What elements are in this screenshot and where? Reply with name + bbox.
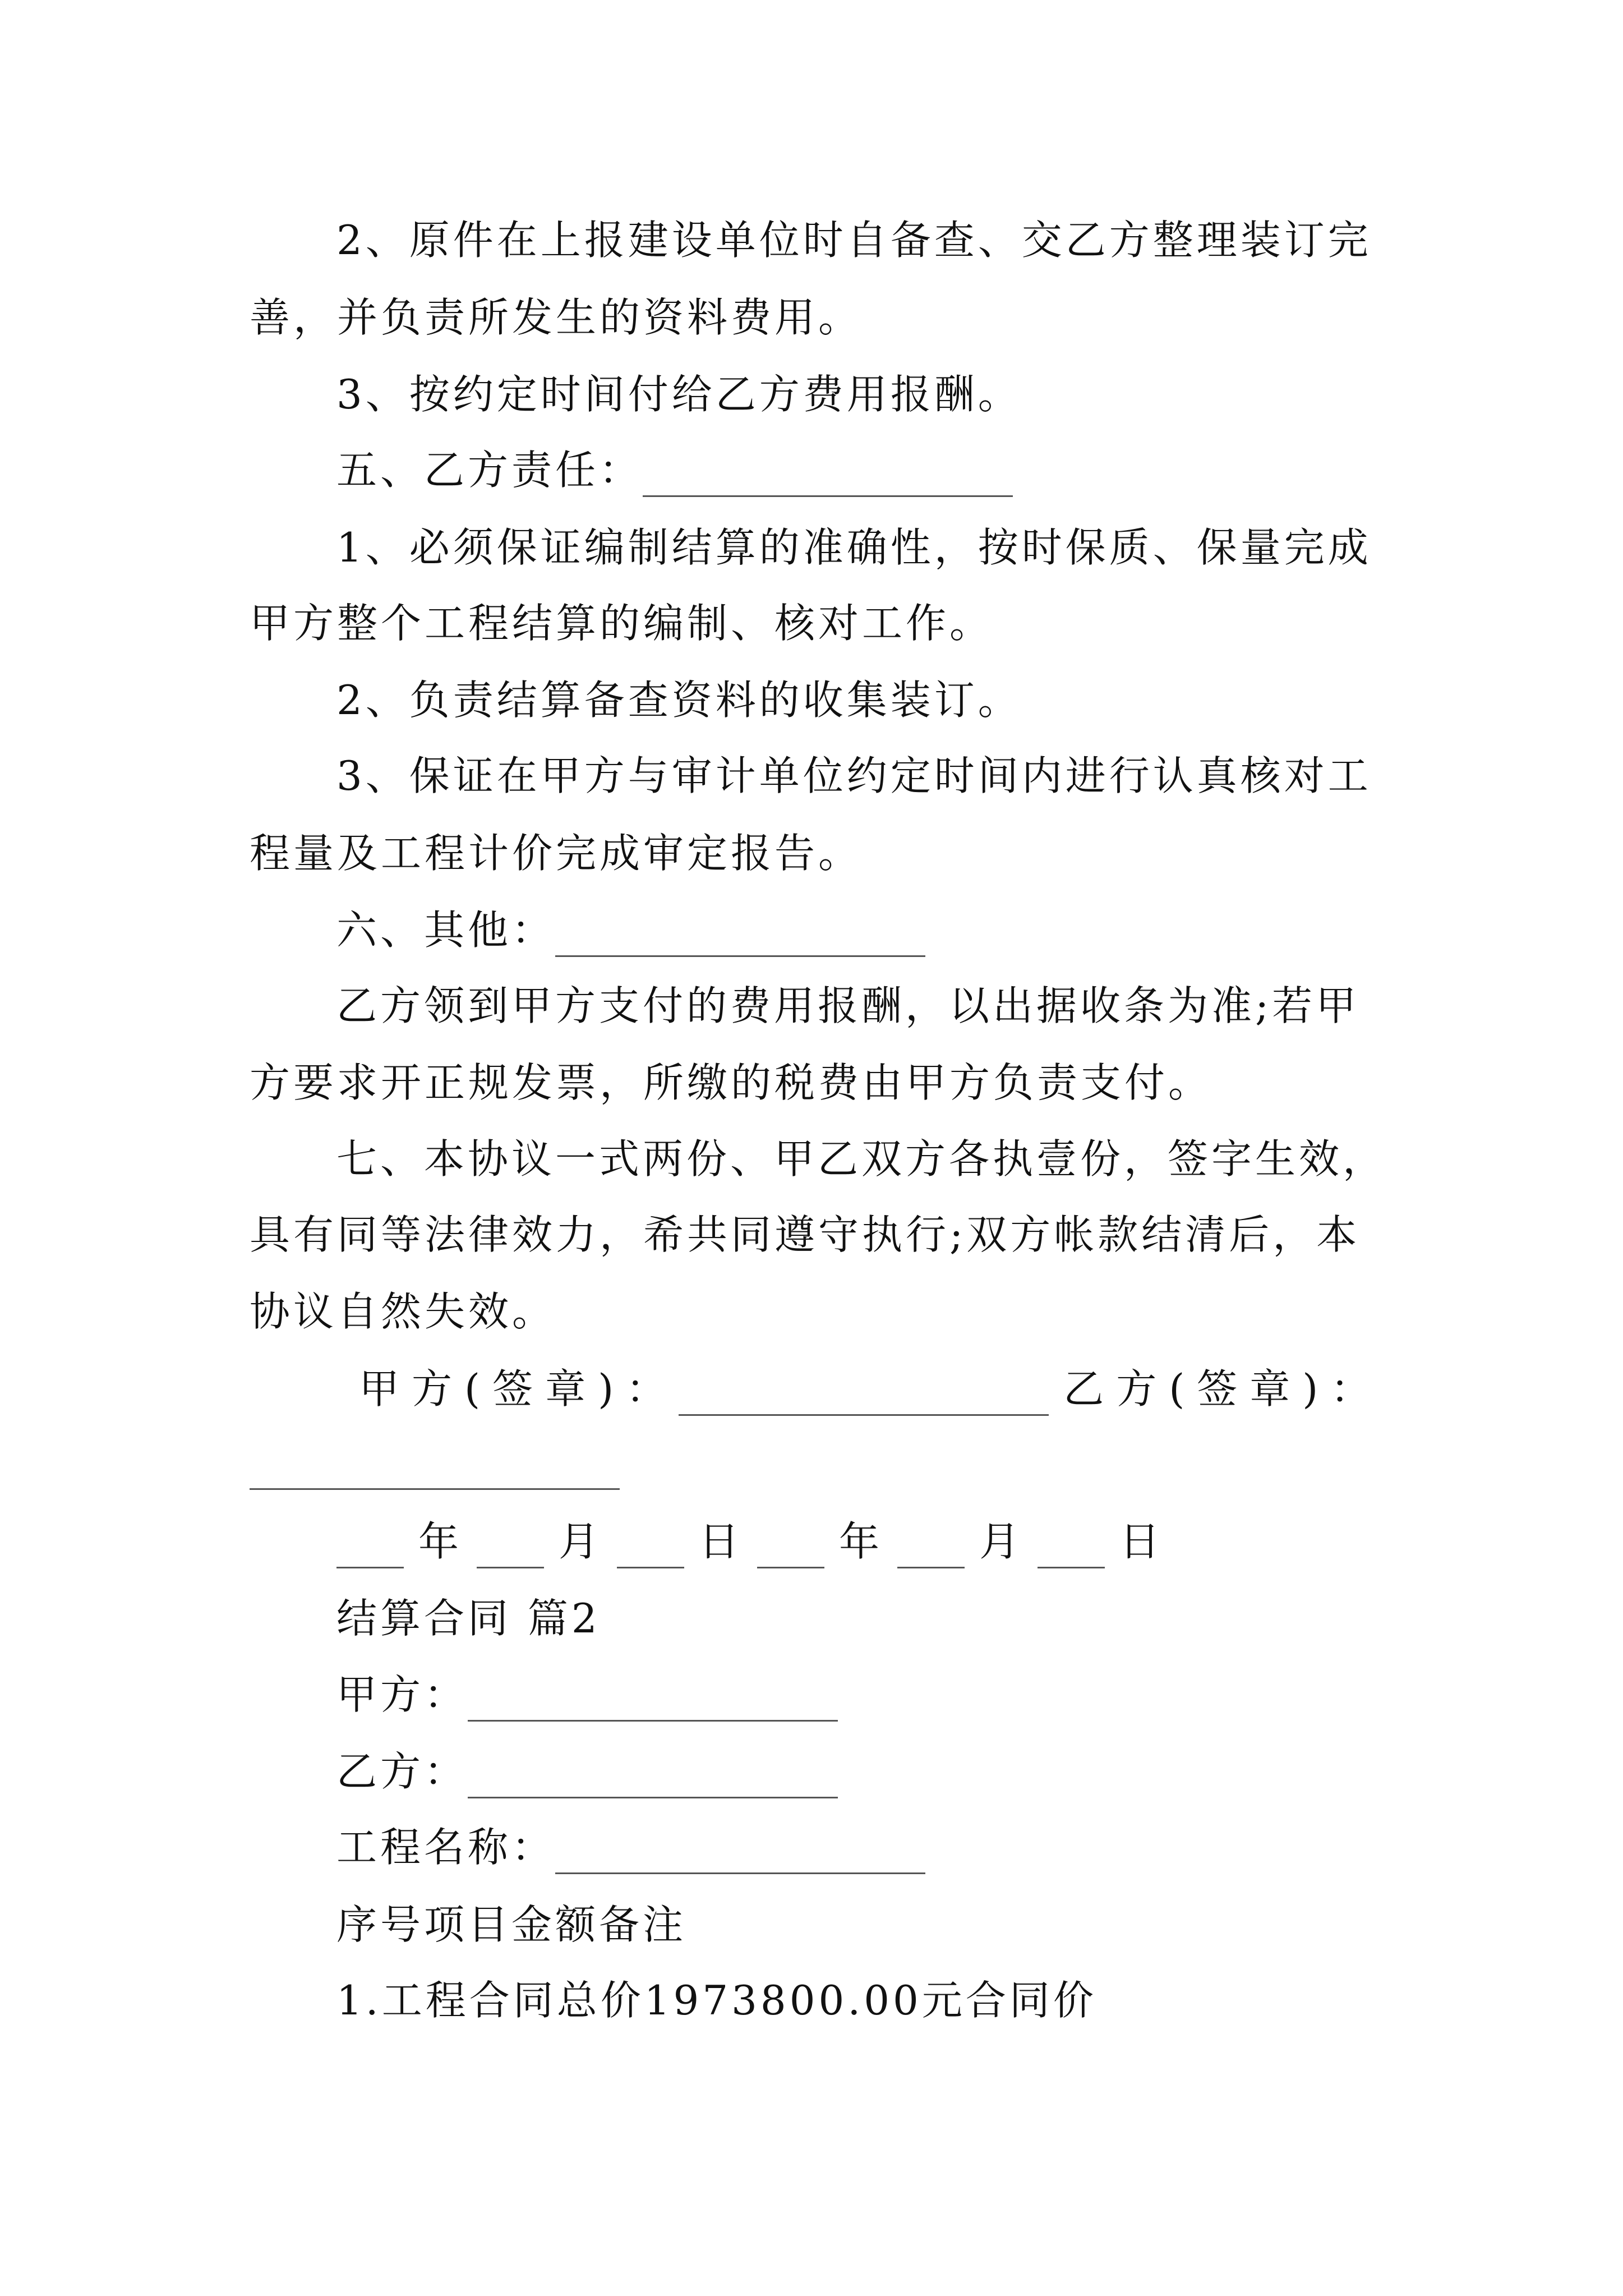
section2-project-blank[interactable] (555, 1830, 925, 1874)
section2-row-1: 1.工程合同总价1973800.00元合同价 (336, 1977, 1097, 2024)
section2-project-row (336, 1820, 925, 1874)
section2-project-label: 工程名称： (336, 1824, 556, 1871)
date-row (336, 1515, 1163, 1568)
section2-party-a-row (336, 1668, 838, 1722)
clause-5-1-line-2: 甲方整个工程结算的编制、核对工作。 (250, 600, 994, 647)
party-b-month-label: 月 (979, 1518, 1023, 1565)
party-b-year-blank[interactable] (757, 1524, 824, 1568)
party-b-day-blank[interactable] (1038, 1524, 1105, 1568)
section-7-line-1: 七、本协议一式两份、甲乙双方各执壹份，签字生效， (336, 1135, 1387, 1182)
section-6-text-line-1: 乙方领到甲方支付的费用报酬，以出据收条为准;若甲 (336, 982, 1360, 1029)
section2-title: 结算合同 篇2 (336, 1595, 601, 1642)
party-b-signature-label: 乙方(签章)： (1063, 1365, 1384, 1412)
section2-party-b-label: 乙方： (336, 1748, 468, 1795)
party-a-year-blank[interactable] (336, 1524, 404, 1568)
party-b-month-blank[interactable] (897, 1524, 965, 1568)
party-b-year-label: 年 (839, 1518, 883, 1565)
section-6-blank[interactable] (555, 913, 925, 957)
section-6-text-line-2: 方要求开正规发票，所缴的税费由甲方负责支付。 (250, 1059, 1212, 1106)
party-a-month-label: 月 (559, 1518, 603, 1565)
party-b-signature-line (250, 1436, 620, 1490)
section-7-line-2: 具有同等法律效力，希共同遵守执行;双方帐款结清后，本 (250, 1211, 1361, 1258)
section-5-label: 五、乙方责任： (336, 447, 643, 494)
party-b-day-label: 日 (1119, 1518, 1164, 1565)
section-7-line-3: 协议自然失效。 (250, 1288, 556, 1335)
section-6-heading (336, 903, 925, 957)
section2-party-b-row (336, 1745, 838, 1798)
party-a-year-label: 年 (418, 1518, 463, 1565)
section-5-heading (336, 443, 1013, 497)
section-5-blank[interactable] (643, 453, 1013, 497)
party-b-signature-blank[interactable] (250, 1446, 620, 1490)
clause-5-3-line-2: 程量及工程计价完成审定报告。 (250, 830, 863, 877)
clause-4-3: 3、按约定时间付给乙方费用报酬。 (336, 371, 1022, 418)
party-a-day-blank[interactable] (617, 1524, 684, 1568)
clause-5-3-line-1: 3、保证在甲方与审计单位约定时间内进行认真核对工 (336, 752, 1372, 799)
signature-row (359, 1362, 1383, 1416)
clause-5-2: 2、负责结算备查资料的收集装订。 (336, 677, 1022, 724)
section-6-label: 六、其他： (336, 907, 556, 954)
party-a-month-blank[interactable] (477, 1524, 544, 1568)
party-a-signature-blank[interactable] (679, 1372, 1049, 1416)
section2-party-a-blank[interactable] (468, 1677, 838, 1722)
clause-4-2-line-2: 善，并负责所发生的资料费用。 (250, 294, 863, 341)
section2-party-b-blank[interactable] (468, 1754, 838, 1798)
section2-party-a-label: 甲方： (336, 1671, 468, 1718)
clause-4-2-line-1: 2、原件在上报建设单位时自备查、交乙方整理装订完 (336, 217, 1372, 264)
clause-5-1-line-1: 1、必须保证编制结算的准确性，按时保质、保量完成 (336, 524, 1372, 571)
section2-table-header: 序号项目金额备注 (336, 1901, 687, 1948)
party-a-day-label: 日 (699, 1518, 743, 1565)
party-a-signature-label: 甲方(签章)： (359, 1365, 679, 1412)
